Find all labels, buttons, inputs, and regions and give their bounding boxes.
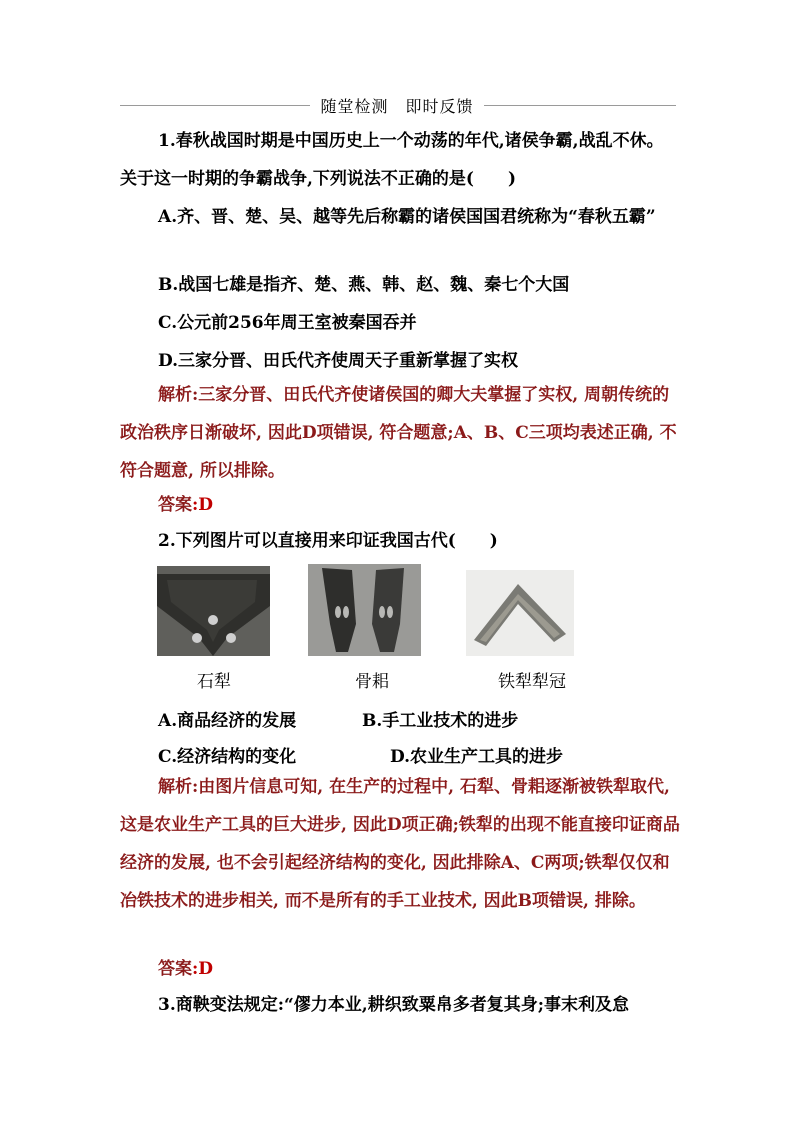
iron-plow-image <box>466 570 574 656</box>
q2-option-d: D.农业生产工具的进步 <box>390 747 564 767</box>
q2-option-c: C.经济结构的变化 <box>158 747 297 767</box>
q1-option-a: A.齐、晋、楚、吴、越等先后称霸的诸侯国国君统称为“春秋五霸” <box>158 207 656 227</box>
q2-option-a: A.商品经济的发展 <box>158 711 297 731</box>
analysis-label: 解析 <box>158 385 192 405</box>
section-header <box>120 92 676 118</box>
q1-option-c: C.公元前256年周王室被秦国吞并 <box>158 313 417 333</box>
stone-plow-image <box>157 566 270 656</box>
answer-value: :D <box>192 495 214 515</box>
q2-stem: 2.下列图片可以直接用来印证我国古代( ) <box>158 531 498 551</box>
q1-option-b: B.战国七雄是指齐、楚、燕、韩、赵、魏、秦七个大国 <box>158 275 570 295</box>
caption-iron-plow: 铁犁犁冠 <box>498 672 566 692</box>
q1-stem: 1.春秋战国时期是中国历史上一个动荡的年代,诸侯争霸,战乱不休。关于这一时期的争霸战争,下列说法不正确的是( ) <box>120 131 664 189</box>
stone-plow-image <box>157 566 270 656</box>
q1-answer <box>120 486 680 524</box>
header-rule-left <box>120 105 310 106</box>
analysis-text: :由图片信息可知, 在生产的过程中, 石犁、骨耜逐渐被铁犁取代, 这是农业生产工具的巨大进步, 因此D项正确;铁犁的出现不能直接印证商品经济的发展, 也不会引起经济结构的变化, 因此排除A、C两项;铁犁仅仅和冶铁技术的进步相关, 而不是所有的手工业技术, 因此B项错误, 排除。 <box>120 777 680 911</box>
analysis-text: :三家分晋、田氏代齐使诸侯国的卿大夫掌握了实权, 周朝传统的政治秩序日渐破坏, 因此D项错误, 符合题意;A、B、C三项均表述正确, 不符合题意, 所以排除。 <box>120 385 677 481</box>
iron-plow-image <box>466 570 574 656</box>
caption-stone-plow: 石犁 <box>197 672 231 692</box>
answer-value: :D <box>192 959 214 979</box>
bone-spade-image <box>308 564 421 656</box>
answer-label: 答案 <box>158 959 192 979</box>
q1-analysis <box>120 376 680 490</box>
caption-bone-spade: 骨耜 <box>355 672 389 692</box>
answer-label: 答案 <box>158 495 192 515</box>
bone-spade-image <box>308 564 421 656</box>
q1-option-d: D.三家分晋、田氏代齐使周天子重新掌握了实权 <box>158 351 519 371</box>
q3-stem: 3.商鞅变法规定:“僇力本业,耕织致粟帛多者复其身;事末利及怠 <box>158 995 629 1015</box>
q2-analysis <box>120 768 680 920</box>
q2-answer <box>120 950 680 988</box>
q2-option-b: B.手工业技术的进步 <box>362 711 519 731</box>
analysis-label: 解析 <box>158 777 192 797</box>
header-rule-right <box>484 105 676 106</box>
section-title: 随堂检测 即时反馈 <box>320 97 474 116</box>
